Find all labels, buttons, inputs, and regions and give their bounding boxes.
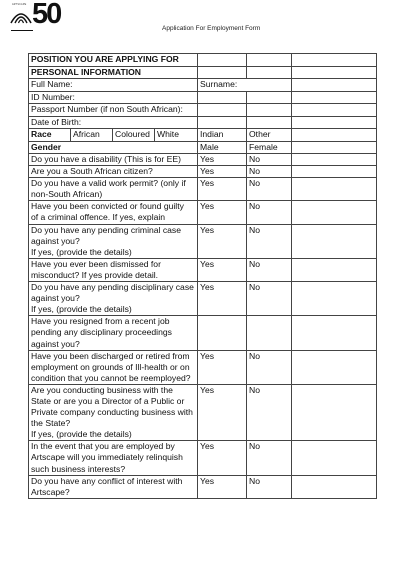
answer-no[interactable]: No — [247, 178, 292, 201]
question-row — [29, 154, 377, 166]
answer-yes[interactable]: Yes — [198, 282, 247, 316]
question-line: Are you conducting business with the — [31, 384, 173, 395]
gender-extra-cell[interactable] — [292, 141, 377, 154]
answer-yes[interactable] — [198, 316, 247, 350]
gender-option-female[interactable]: Female — [247, 141, 292, 154]
passport-extra-cell[interactable] — [198, 104, 247, 117]
question-line: Have you ever been dismissed for — [31, 258, 161, 269]
question-line: Have you been convicted or found guilty — [31, 201, 184, 212]
answer-no[interactable] — [247, 316, 292, 350]
dob-extra-cell[interactable] — [292, 116, 377, 129]
answer-no[interactable]: No — [247, 258, 292, 281]
answer-details[interactable] — [292, 384, 377, 440]
logo-emblem-icon — [9, 5, 33, 25]
empty-cell — [247, 66, 292, 79]
answer-details[interactable] — [292, 154, 377, 166]
personal-info-row — [29, 66, 377, 79]
question-row — [29, 350, 377, 384]
id-extra-cell[interactable] — [247, 91, 292, 104]
answer-yes[interactable]: Yes — [198, 441, 247, 475]
question-row — [29, 384, 377, 440]
position-field-2[interactable] — [247, 54, 292, 67]
empty-cell — [198, 66, 247, 79]
answer-no[interactable]: No — [247, 441, 292, 475]
question-line: Have you resigned from a recent job — [31, 316, 170, 327]
question-line: If yes, (provide the details) — [31, 246, 132, 257]
answer-details[interactable] — [292, 350, 377, 384]
question-line: non-South African) — [31, 189, 103, 200]
full-name-field[interactable]: Full Name: — [29, 79, 198, 92]
question-line: the State? — [31, 418, 71, 429]
position-label: POSITION YOU ARE APPLYING FOR — [29, 54, 198, 67]
race-row — [29, 129, 377, 142]
answer-yes[interactable]: Yes — [198, 224, 247, 258]
answer-no[interactable]: No — [247, 154, 292, 166]
question-row — [29, 441, 377, 475]
question-line: such business interests? — [31, 463, 126, 474]
question-line: employment on grounds of Ill-health or on — [31, 361, 190, 372]
answer-details[interactable] — [292, 166, 377, 178]
personal-info-heading: PERSONAL INFORMATION — [29, 66, 198, 79]
gender-label: Gender — [29, 141, 198, 154]
question-line: against you? — [31, 293, 80, 304]
position-row — [29, 54, 377, 67]
question-row — [29, 258, 377, 281]
question-line: against you? — [31, 338, 80, 349]
question-row — [29, 475, 377, 498]
id-row — [29, 91, 377, 104]
question-line: misconduct? If yes provide detail. — [31, 269, 159, 280]
question-text — [29, 282, 198, 316]
question-row — [29, 282, 377, 316]
question-line: Artscape? — [31, 486, 70, 497]
passport-extra-cell[interactable] — [247, 104, 292, 117]
race-label: Race — [29, 129, 71, 142]
question-text — [29, 201, 198, 224]
question-row — [29, 316, 377, 350]
answer-yes[interactable]: Yes — [198, 384, 247, 440]
question-line: In the event that you are employed by — [31, 441, 175, 452]
answer-details[interactable] — [292, 282, 377, 316]
answer-yes[interactable]: Yes — [198, 350, 247, 384]
application-form-table — [28, 53, 377, 499]
question-line: condition that you cannot be reemployed? — [31, 372, 191, 383]
question-line: Do you have any pending disciplinary case — [31, 282, 194, 293]
answer-details[interactable] — [292, 201, 377, 224]
answer-no[interactable]: No — [247, 282, 292, 316]
position-field[interactable] — [198, 54, 247, 67]
passport-field[interactable]: Passport Number (if non South African): — [29, 104, 198, 117]
dob-extra-cell[interactable] — [247, 116, 292, 129]
answer-details[interactable] — [292, 258, 377, 281]
dob-extra-cell[interactable] — [198, 116, 247, 129]
race-option-african[interactable]: African — [71, 129, 113, 142]
question-text — [29, 178, 198, 201]
gender-option-male[interactable]: Male — [198, 141, 247, 154]
id-extra-cell[interactable] — [198, 91, 247, 104]
passport-extra-cell[interactable] — [292, 104, 377, 117]
form-title: Application For Employment Form — [162, 25, 261, 32]
passport-row — [29, 104, 377, 117]
question-line: Private company conducting business with — [31, 407, 193, 418]
race-option-indian[interactable]: Indian — [198, 129, 247, 142]
question-text — [29, 154, 198, 166]
question-text — [29, 224, 198, 258]
dob-field[interactable]: Date of Birth: — [29, 116, 198, 129]
question-row — [29, 224, 377, 258]
question-text — [29, 316, 198, 350]
question-text — [29, 384, 198, 440]
answer-details[interactable] — [292, 178, 377, 201]
race-option-other[interactable]: Other — [247, 129, 292, 142]
answer-no[interactable]: No — [247, 384, 292, 440]
answer-no[interactable]: No — [247, 224, 292, 258]
question-text — [29, 475, 198, 498]
answer-no[interactable]: No — [247, 201, 292, 224]
question-line: Have you been discharged or retired from — [31, 350, 190, 361]
answer-yes[interactable]: Yes — [198, 154, 247, 166]
question-line: State or are you a Director of a Public or — [31, 395, 185, 406]
logo-divider — [11, 30, 33, 31]
empty-cell — [292, 66, 377, 79]
question-text — [29, 258, 198, 281]
artscape-logo — [9, 0, 63, 31]
question-row — [29, 178, 377, 201]
dob-row — [29, 116, 377, 129]
answer-yes[interactable]: Yes — [198, 475, 247, 498]
race-option-white[interactable]: White — [155, 129, 198, 142]
question-row — [29, 166, 377, 178]
logo-50: 50 — [32, 0, 61, 30]
question-line: If yes, (provide the details) — [31, 429, 132, 440]
position-field-3[interactable] — [292, 54, 377, 67]
surname-field[interactable]: Surname: — [198, 79, 292, 92]
question-line: Do you have any conflict of interest with — [31, 475, 183, 486]
question-line: Do you have a valid work permit? (only if — [31, 178, 186, 189]
answer-details[interactable] — [292, 316, 377, 350]
answer-no[interactable]: No — [247, 475, 292, 498]
gender-row — [29, 141, 377, 154]
question-line: of a criminal offence. If yes, explain — [31, 212, 166, 223]
race-extra-cell[interactable] — [292, 129, 377, 142]
surname-extra-field[interactable] — [292, 79, 377, 92]
question-text — [29, 350, 198, 384]
question-line: Do you have any pending criminal case — [31, 224, 182, 235]
answer-no[interactable]: No — [247, 166, 292, 178]
id-extra-cell[interactable] — [292, 91, 377, 104]
answer-yes[interactable]: Yes — [198, 166, 247, 178]
logo-tiny-text: ARTSCAPE — [12, 3, 27, 6]
answer-details[interactable] — [292, 441, 377, 475]
question-line: If yes, (provide the details) — [31, 304, 132, 315]
race-option-coloured[interactable]: Coloured — [113, 129, 155, 142]
question-text — [29, 166, 198, 178]
question-text — [29, 441, 198, 475]
name-row — [29, 79, 377, 92]
answer-details[interactable] — [292, 224, 377, 258]
answer-yes[interactable]: Yes — [198, 201, 247, 224]
question-line: Artscape will you immediately relinquish — [31, 452, 183, 463]
question-row — [29, 201, 377, 224]
answer-yes[interactable]: Yes — [198, 258, 247, 281]
answer-no[interactable]: No — [247, 350, 292, 384]
id-number-field[interactable]: ID Number: — [29, 91, 198, 104]
answer-details[interactable] — [292, 475, 377, 498]
question-line: pending any disciplinary proceedings — [31, 327, 172, 338]
answer-yes[interactable]: Yes — [198, 178, 247, 201]
question-line: Do you have a disability (This is for EE) — [31, 154, 181, 164]
question-line: Are you a South African citizen? — [31, 166, 153, 177]
question-line: against you? — [31, 235, 80, 246]
